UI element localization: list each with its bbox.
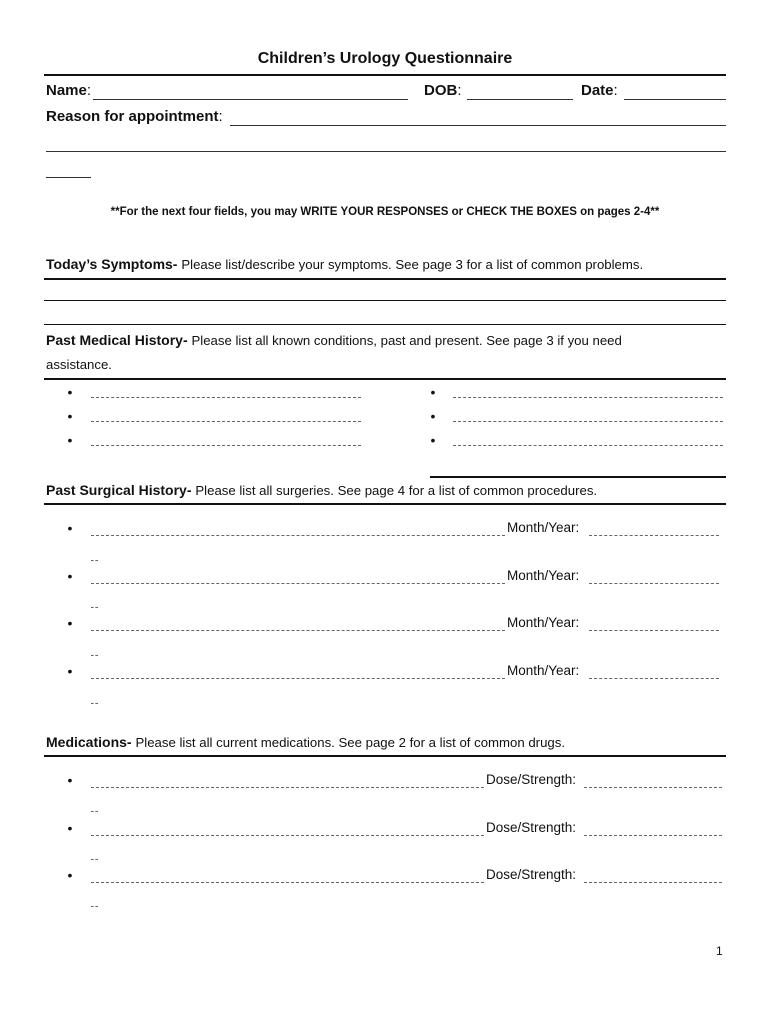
month-year-label: Month/Year: [507,520,580,535]
instructions-note: **For the next four fields, you may WRITE YOUR RESPONSES or CHECK THE BOXES on pages 2-4** [110,206,660,218]
month-year-label: Month/Year: [507,568,580,583]
surgery-field[interactable] [91,535,505,536]
name-label: Name: [46,82,92,99]
bullet: • [67,408,73,424]
surgery-field[interactable] [91,630,505,631]
continuation-mark [91,859,98,860]
medical-condition-field[interactable] [91,397,361,398]
bullet: • [67,615,73,631]
surgery-field[interactable] [91,583,505,584]
name-field[interactable] [93,99,408,100]
medication-field[interactable] [91,787,484,788]
dose-strength-label: Dose/Strength: [486,772,577,787]
surgical-history-divider [44,503,726,505]
bullet: • [67,520,73,536]
medical-history-description-cont: assistance. [46,357,112,372]
dose-strength-label: Dose/Strength: [486,867,577,882]
dob-label: DOB: [424,82,462,99]
reason-label: Reason for appointment: [46,108,223,125]
reason-field-line-2[interactable] [46,151,726,152]
surgical-history-heading [46,482,597,498]
date-label: Date: [581,82,618,99]
bullet: • [67,384,73,400]
continuation-mark [91,560,98,561]
surgical-history-description: Please list all surgeries. See page 4 for a list of common procedures. [195,483,598,498]
symptoms-title: Today’s Symptoms- [46,256,178,272]
bullet: • [430,384,436,400]
month-year-label: Month/Year: [507,663,580,678]
bullet: • [67,568,73,584]
medical-history-heading [46,332,622,348]
reason-field-line-1[interactable] [230,125,726,126]
bullet: • [430,408,436,424]
month-year-label: Month/Year: [507,615,580,630]
medications-heading [46,734,565,750]
month-year-field[interactable] [589,583,719,584]
continuation-mark [91,703,98,704]
dose-strength-field[interactable] [584,882,722,883]
medical-condition-field[interactable] [91,445,361,446]
continuation-mark [91,811,98,812]
date-field[interactable] [624,99,726,100]
bullet: • [430,432,436,448]
medical-history-divider [44,378,726,380]
dob-field[interactable] [467,99,573,100]
dose-strength-label: Dose/Strength: [486,820,577,835]
bullet: • [67,432,73,448]
dose-strength-field[interactable] [584,787,722,788]
bullet: • [67,820,73,836]
bullet: • [67,663,73,679]
surgical-history-title: Past Surgical History- [46,482,192,498]
month-year-field[interactable] [589,630,719,631]
medications-description: Please list all current medications. See page 2 for a list of common drugs. [135,735,566,750]
dose-strength-field[interactable] [584,835,722,836]
surgery-field[interactable] [91,678,505,679]
medications-divider [44,755,726,757]
medical-history-description: Please list all known conditions, past and present. See page 3 if you need [191,333,622,348]
symptoms-description: Please list/describe your symptoms. See page 3 for a list of common problems. [181,257,644,272]
title-divider [44,74,726,76]
symptoms-line-2[interactable] [44,324,726,325]
medications-title: Medications- [46,734,132,750]
medical-history-title: Past Medical History- [46,332,188,348]
medication-field[interactable] [91,835,484,836]
medical-condition-field[interactable] [453,421,723,422]
continuation-mark [91,906,98,907]
bullet: • [67,772,73,788]
reason-field-line-3[interactable] [46,177,91,178]
month-year-field[interactable] [589,535,719,536]
month-year-field[interactable] [589,678,719,679]
symptoms-divider [44,278,726,280]
medical-condition-field[interactable] [453,397,723,398]
medical-history-end-line [430,476,726,478]
continuation-mark [91,607,98,608]
page-number: 1 [716,944,723,958]
medication-field[interactable] [91,882,484,883]
medical-condition-field[interactable] [453,445,723,446]
symptoms-heading [46,256,643,272]
medical-condition-field[interactable] [91,421,361,422]
symptoms-line-1[interactable] [44,300,726,301]
page-title: Children’s Urology Questionnaire [257,50,513,67]
bullet: • [67,867,73,883]
continuation-mark [91,655,98,656]
